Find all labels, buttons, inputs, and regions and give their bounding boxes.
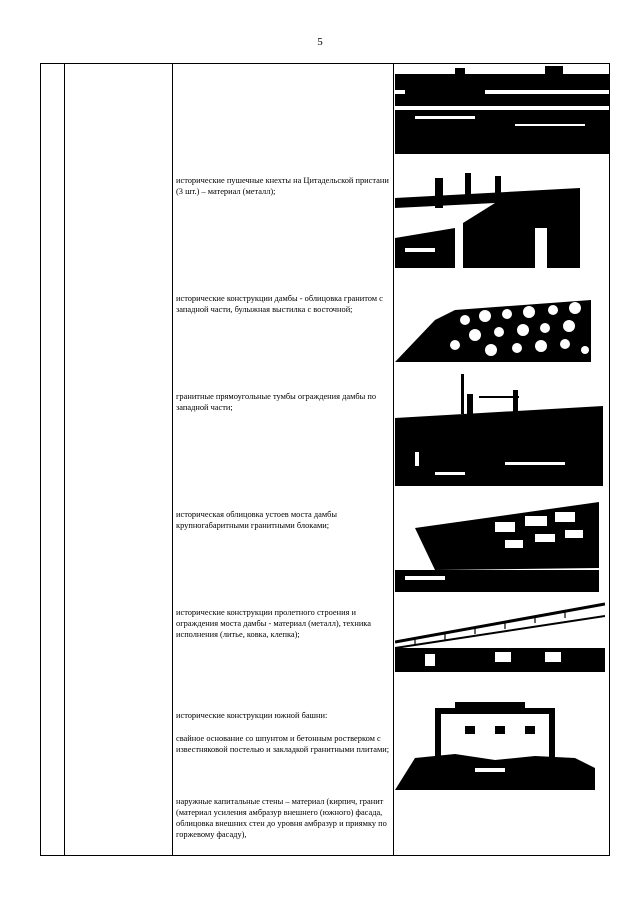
dam-cobblestone-photo xyxy=(395,290,591,362)
column-divider-3 xyxy=(393,64,394,855)
row-4-description: историческая облицовка устоев моста дамбы крупногабаритными гранитными блоками; xyxy=(176,510,338,530)
top-continued-photo xyxy=(395,64,609,154)
south-tower-heading: исторические конструкции южной башни: xyxy=(176,711,328,720)
page-number: 5 xyxy=(317,36,323,48)
south-tower-photo xyxy=(395,698,595,790)
row-3-description: гранитные прямоугольные тумбы ограждения дамбы по западной части; xyxy=(176,392,377,412)
row-5-description: исторические конструкции пролетного строения и ограждения моста дамбы - материал (металл), техника исполнения (литье, ковка, клепка); xyxy=(176,608,371,639)
column-divider-1 xyxy=(64,64,65,855)
bridge-span-photo xyxy=(395,602,605,686)
column-divider-2 xyxy=(172,64,173,855)
south-tower-foundation-text: свайное основание со шпунтом и бетонным ростверком с известняковой постелью и закладкой гранитными плитами; xyxy=(176,734,390,754)
row-1-description: исторические пушечные кнехты на Цитадельской пристани (3 шт.) – материал (металл); xyxy=(176,176,389,196)
granite-posts-photo xyxy=(395,372,603,486)
row-2-description: исторические конструкции дамбы - облицовка гранитом с западной части, булыжная выстилка с восточной; xyxy=(176,294,383,314)
bridge-abutment-photo xyxy=(395,498,599,592)
south-tower-walls-text: наружные капитальные стены – материал (кирпич, гранит (материал усиления амбразур внешнего (южного) фасада, облицовка внешних стен до уровня амбразур и приямку по горжевому фасаду), xyxy=(176,797,387,839)
pier-bollards-photo xyxy=(395,168,580,268)
